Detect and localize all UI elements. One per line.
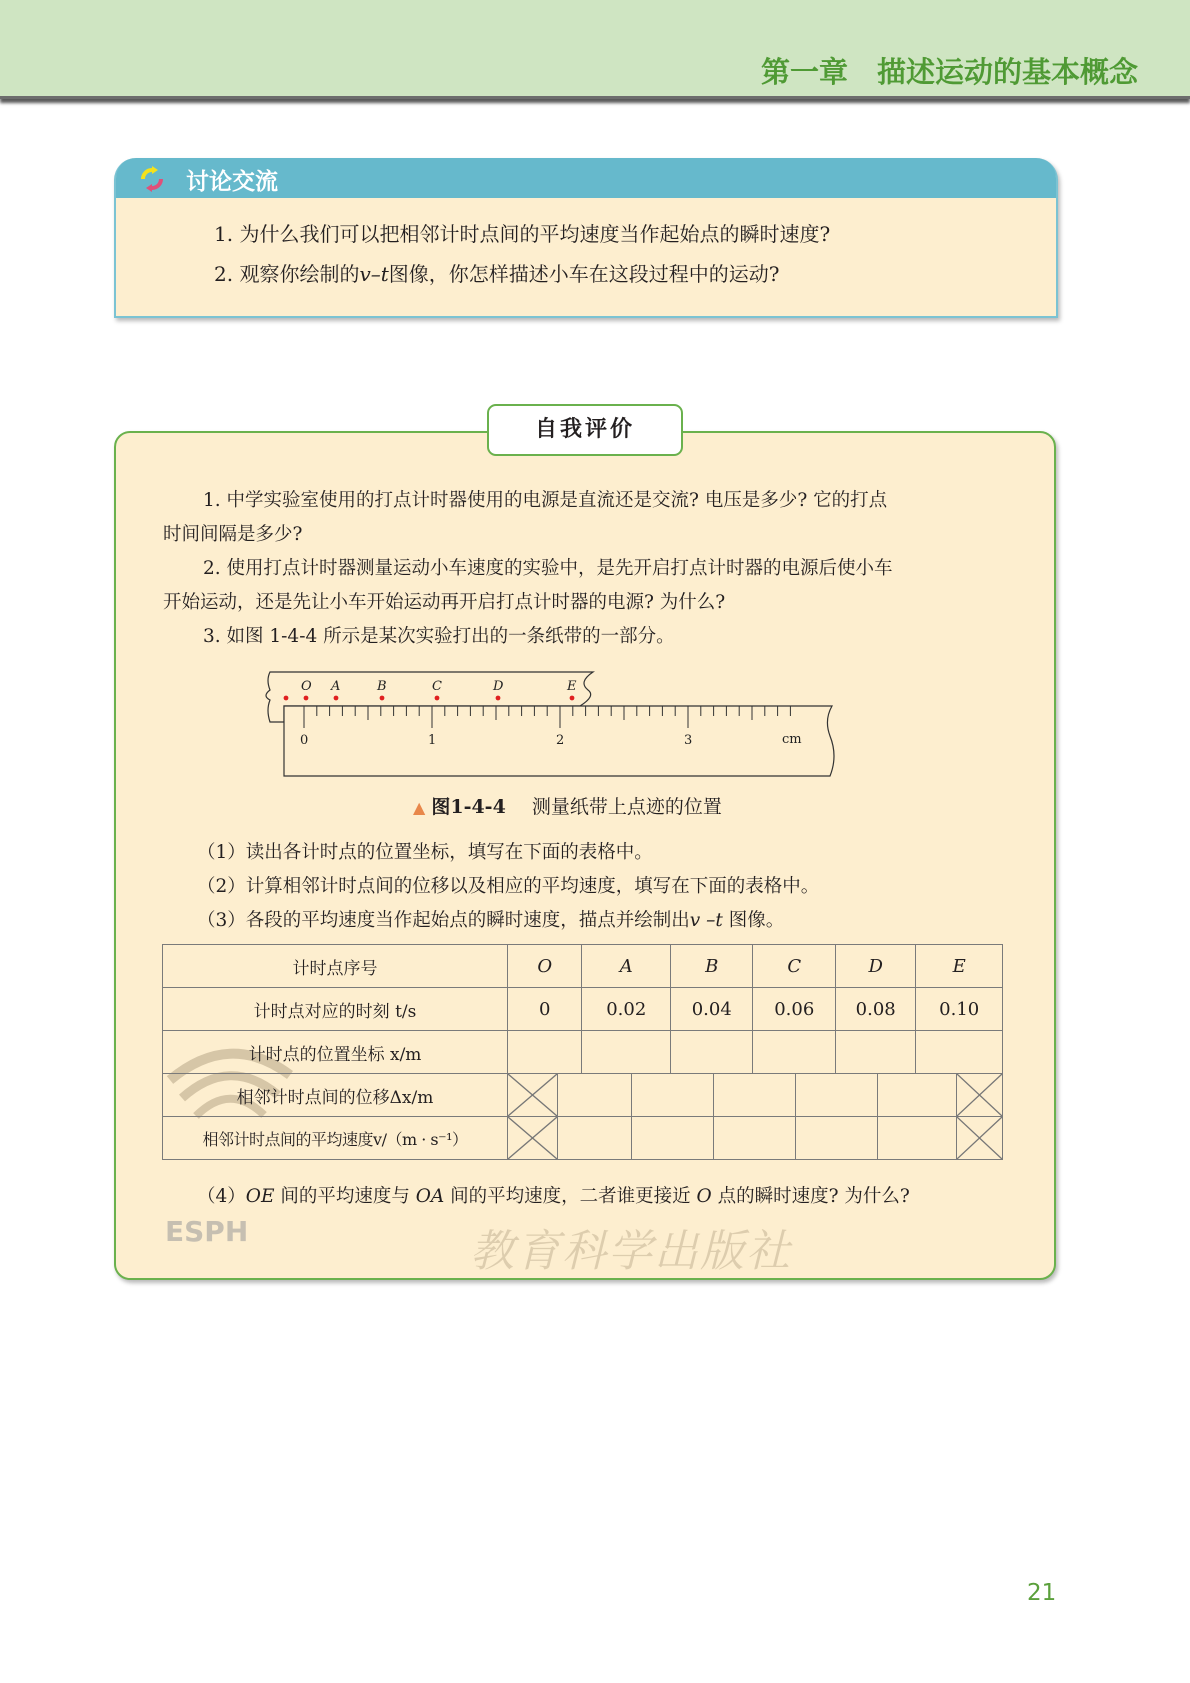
sub3-tail: 图像。 (722, 910, 785, 931)
sub4-text2: 间的平均速度，二者谁更接近 (444, 1186, 697, 1207)
tape-dot (284, 696, 289, 701)
crossed-cell (957, 1074, 1002, 1116)
discussion-header (116, 158, 1056, 198)
time-cell: 0.08 (835, 988, 915, 1031)
time-cell: 0 (508, 988, 582, 1031)
eval-sub2: （2）计算相邻计时点间的位移以及相应的平均速度，填写在下面的表格中。 (197, 876, 820, 897)
point-cell: D (835, 945, 915, 988)
sub4-o: O (696, 1186, 712, 1207)
position-blank-cell[interactable] (753, 1031, 835, 1074)
time-cell: 0.06 (753, 988, 835, 1031)
displacement-blank-cell[interactable] (558, 1074, 632, 1116)
table-row-positions (163, 1031, 1003, 1074)
eval-q2-line2: 开始运动，还是先让小车开始运动再开启打点计时器的电源? 为什么? (163, 592, 726, 613)
crossed-cell (508, 1117, 558, 1159)
point-cell: C (753, 945, 835, 988)
tape-dot (496, 696, 501, 701)
caption-triangle-icon: ▲ (413, 798, 426, 817)
discussion-question-1: 1. 为什么我们可以把相邻计时点间的平均速度当作起始点的瞬时速度? (214, 222, 831, 246)
velocity-cells (508, 1117, 1003, 1160)
caption-number: 图1-4-4 (431, 796, 506, 818)
tape-dot (334, 696, 339, 701)
table-row-times (163, 988, 1003, 1031)
tape-dot (435, 696, 440, 701)
position-blank-cell[interactable] (671, 1031, 753, 1074)
page-number: 21 (1027, 1580, 1057, 1606)
q2-vt: v–t (359, 262, 389, 286)
displacement-blank-cell[interactable] (632, 1074, 714, 1116)
row-header: 相邻计时点间的位移Δx/m (163, 1074, 508, 1117)
row-header: 计时点序号 (163, 945, 508, 988)
ruler-label: 0 (300, 733, 309, 748)
tape-point-label: B (377, 679, 387, 694)
q2-part1: 2. 观察你绘制的 (214, 262, 360, 286)
sub4-text3: 点的瞬时速度? 为什么? (711, 1186, 910, 1207)
eval-sub3 (197, 906, 784, 932)
eval-sub1: （1）读出各计时点的位置坐标，填写在下面的表格中。 (197, 842, 653, 863)
paper-tape-ruler-figure (258, 660, 858, 780)
time-cell: 0.02 (582, 988, 671, 1031)
point-cell: B (671, 945, 753, 988)
sub4-prefix: （4） (197, 1186, 246, 1207)
chapter-title: 第一章 描述运动的基本概念 (760, 55, 1138, 89)
table-row-points (163, 945, 1003, 988)
tape-point-label: O (301, 679, 312, 694)
table-row-displacement (163, 1074, 1003, 1117)
position-blank-cell[interactable] (582, 1031, 671, 1074)
time-cell: 0.10 (916, 988, 1003, 1031)
row-header: 计时点的位置坐标 x/m (163, 1031, 508, 1074)
discussion-question-2 (214, 258, 1034, 287)
point-cell: A (582, 945, 671, 988)
ruler-label: 3 (684, 733, 693, 748)
table-row-average-velocity (163, 1117, 1003, 1160)
chapter-header-band (0, 0, 1190, 99)
tape-point-label: E (567, 679, 577, 694)
tape-point-label: A (331, 679, 341, 694)
position-blank-cell[interactable] (508, 1031, 582, 1074)
sub3-text: （3）各段的平均速度当作起始点的瞬时速度，描点并绘制出 (197, 910, 690, 931)
crossed-cell (957, 1117, 1002, 1159)
displacement-blank-cell[interactable] (878, 1074, 957, 1116)
ruler-label: 2 (556, 733, 565, 748)
velocity-blank-cell[interactable] (878, 1117, 957, 1159)
tape-point-label: C (432, 679, 442, 694)
timing-points-table (162, 944, 1003, 1160)
displacement-split-row (508, 1074, 1002, 1116)
crossed-cell (508, 1074, 558, 1116)
sub3-vt: v –t (689, 910, 723, 931)
tape-dot (570, 696, 575, 701)
point-cell: E (916, 945, 1003, 988)
discussion-title: 讨论交流 (186, 169, 278, 195)
row-header: 相邻计时点间的平均速度v/（m · s⁻¹） (163, 1117, 508, 1160)
row-header: 计时点对应的时刻 t/s (163, 988, 508, 1031)
discussion-box (114, 158, 1058, 318)
tape-point-label: D (493, 679, 504, 694)
ruler-label: 1 (428, 733, 437, 748)
tape-dot (304, 696, 309, 701)
ruler-unit: cm (782, 732, 802, 747)
position-blank-cell[interactable] (916, 1031, 1003, 1074)
caption-text: 测量纸带上点迹的位置 (531, 796, 722, 818)
watermark-text: 教育科学出版社 (470, 1226, 792, 1277)
watermark-abbr: ESPH (165, 1215, 249, 1248)
eval-q2-line1: 2. 使用打点计时器测量运动小车速度的实验中，是先开启打点计时器的电源后使小车 (203, 558, 893, 579)
displacement-cells (508, 1074, 1003, 1117)
q2-part2: 图像，你怎样描述小车在这段过程中的运动? (388, 262, 780, 286)
self-evaluation-title: 自我评价 (487, 404, 683, 456)
eval-q3: 3. 如图 1-4-4 所示是某次实验打出的一条纸带的一部分。 (203, 626, 675, 647)
eval-sub4 (197, 1182, 910, 1208)
velocity-blank-cell[interactable] (632, 1117, 714, 1159)
velocity-blank-cell[interactable] (796, 1117, 878, 1159)
velocity-blank-cell[interactable] (714, 1117, 796, 1159)
velocity-split-row (508, 1117, 1002, 1159)
sub4-oa: OA (415, 1186, 445, 1207)
eval-q1-line1: 1. 中学实验室使用的打点计时器使用的电源是直流还是交流? 电压是多少? 它的打点 (203, 490, 888, 511)
figure-caption (413, 792, 722, 819)
sub4-oe: OE (245, 1186, 275, 1207)
displacement-blank-cell[interactable] (714, 1074, 796, 1116)
cycle-arrows-icon (138, 166, 166, 192)
eval-q1-line2: 时间间隔是多少? (163, 524, 303, 545)
position-blank-cell[interactable] (835, 1031, 915, 1074)
velocity-blank-cell[interactable] (558, 1117, 632, 1159)
tape-dot (380, 696, 385, 701)
point-cell: O (508, 945, 582, 988)
displacement-blank-cell[interactable] (796, 1074, 878, 1116)
sub4-text1: 间的平均速度与 (274, 1186, 416, 1207)
time-cell: 0.04 (671, 988, 753, 1031)
